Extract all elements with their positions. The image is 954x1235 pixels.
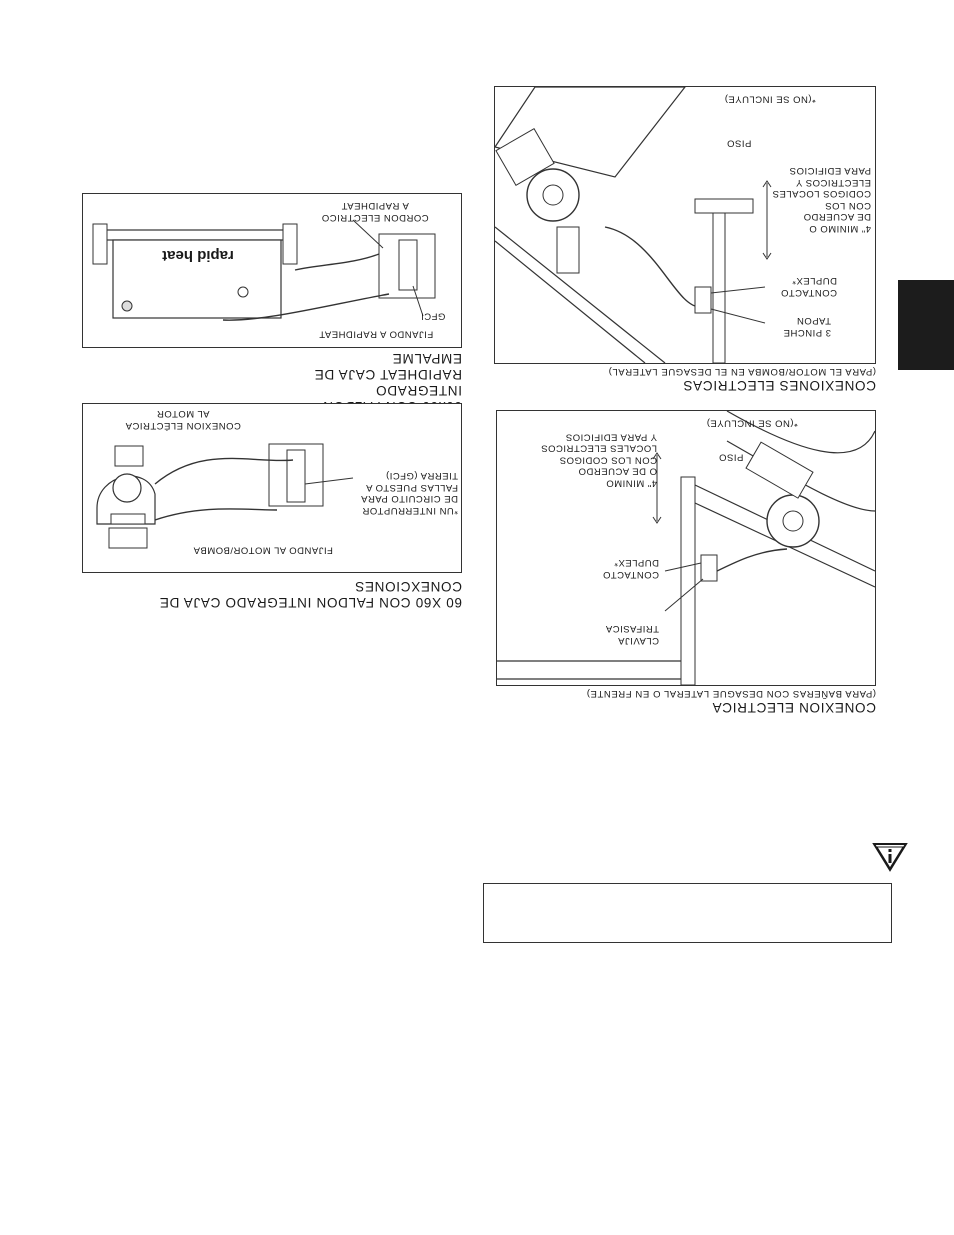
not-included-label: *(NO SE INCLUYE) <box>724 93 816 105</box>
cord-label: CORDON ELECTRICO A RAPIDHEAT <box>321 200 429 223</box>
floor-label: PISO <box>726 137 752 149</box>
gfci-label: GFCI <box>420 310 446 322</box>
figure-electrical-connection <box>496 410 876 686</box>
fixing-label: FIJANDO A RAPIDHEAT <box>318 328 434 340</box>
duplex-contact-label-2: CONTACTO DUPLEX* <box>602 557 659 580</box>
three-phase-plug-label: CLAVIJA TRIFASICA <box>605 623 659 646</box>
minimum-label: 4" MINIMO O DE ACUERDO CON LOS CODIGOS LOCALES ELECTRICOS Y PARA EDIFICIOS <box>772 165 871 234</box>
figure-title-connections: CONEXIONES ELECTRICAS <box>682 378 876 393</box>
figure-rapidheat-junction-box <box>82 193 462 348</box>
figure-motor-junction-box <box>82 403 462 573</box>
figure-caption-rapidheat: INTEGRADO RAPIDHEAT CAJA DE EMPALME <box>314 351 462 398</box>
figure-caption-motor: 60 X60 CON FALDON INTEGRADO CAJA DE CONEXCIONES <box>159 579 462 610</box>
gfci-interruptor-label: *UN INTERRUPTOR DE CIRCUITO PARA FALLAS PUESTO A TIERRA (GFCI) <box>360 470 458 516</box>
figure-heading-connection <box>496 688 876 715</box>
figure-subtitle-connections: (PARA EL MOTOR/BOMBA EN EL DESAGUE LATERAL) <box>608 366 876 377</box>
fixing-motor-label: FIJANDO AL MOTOR/BOMBA <box>193 544 333 556</box>
figure-subtitle-connection: (PARA BAÑERAS CON DESAGUE LATERAL O EN FRENTE) <box>586 688 876 699</box>
three-prong-plug-label: 3 PINCHE TAPON <box>783 315 831 338</box>
figure-heading-connections <box>494 366 876 393</box>
motor-connection-label: CONEXION ELÉCTRICA AL MOTOR <box>125 408 241 431</box>
section-tab <box>898 280 954 370</box>
duplex-contact-label: CONTACTO DUPLEX* <box>780 275 837 298</box>
minimum-label-2: 4" MINIMO O DE ACUERDO CON LOS CODIGOS LOCALES ELECTRICOS Y PARA EDIFICIOS <box>540 431 657 489</box>
figure-electrical-connections <box>494 86 876 364</box>
rapid-heat-logo: rapid heat <box>162 247 234 264</box>
info-triangle-icon <box>872 842 908 872</box>
note-box <box>483 883 892 943</box>
not-included-label-2: *(NO SE INCLUYE) <box>706 417 798 429</box>
figure-title-connection: CONEXION ELECTRICA <box>711 700 876 715</box>
floor-label-2: PISO <box>718 451 744 463</box>
